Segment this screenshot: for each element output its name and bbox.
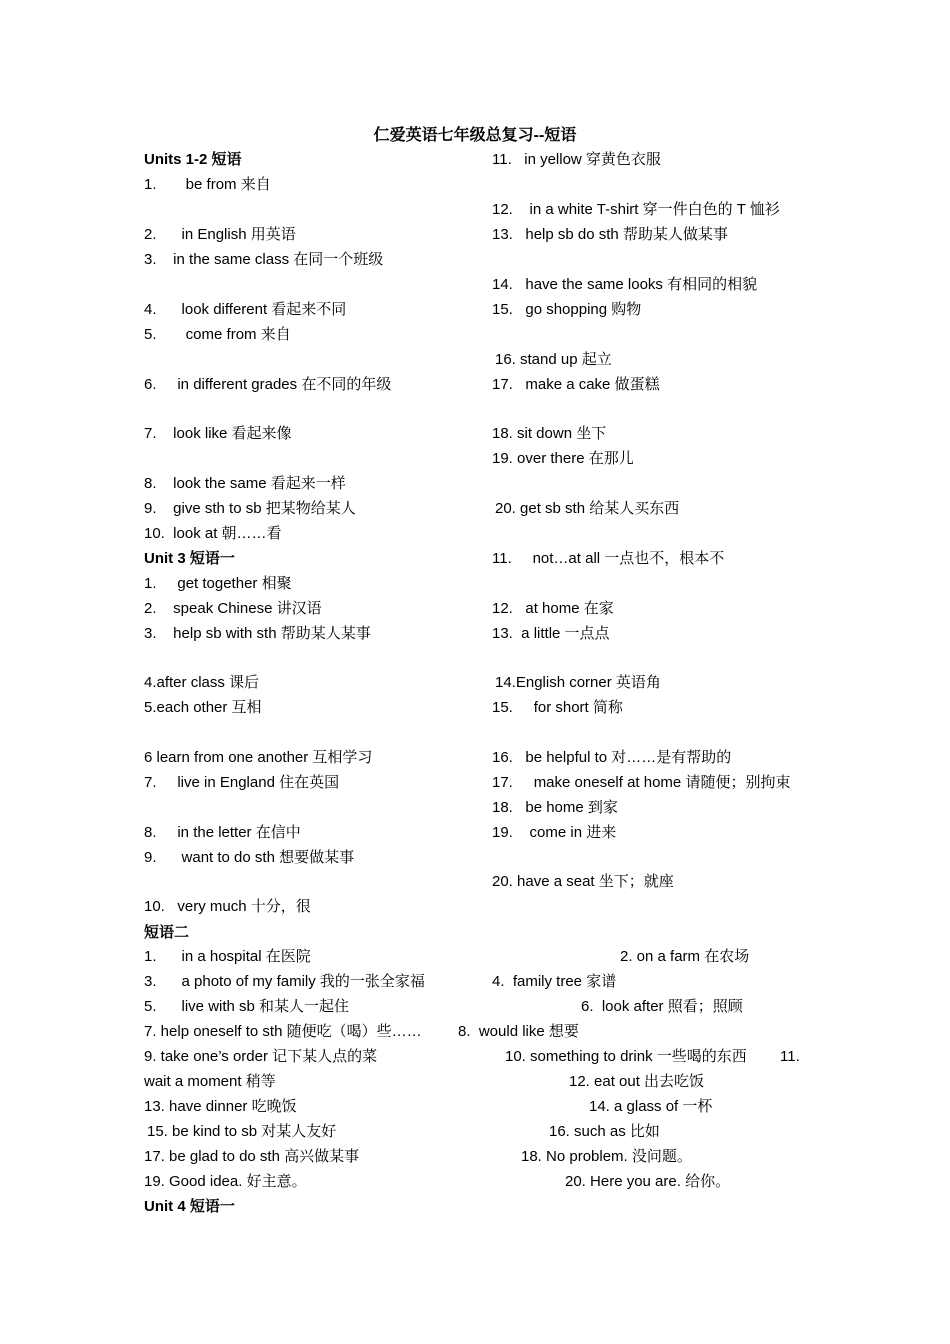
phrase-item: 9. want to do sth 想要做某事 — [144, 849, 355, 866]
phrase-item: 18. No problem. 没问题。 — [521, 1148, 692, 1165]
phrase-item: 1. get together 相聚 — [144, 575, 292, 592]
phrase-item: 17. be glad to do sth 高兴做某事 — [144, 1148, 360, 1165]
phrase-item: 2. in English 用英语 — [144, 226, 296, 243]
phrase-item: 10. look at 朝……看 — [144, 525, 282, 542]
phrase-item: 15. for short 简称 — [492, 699, 623, 716]
phrase-item: 16. be helpful to 对……是有帮助的 — [492, 749, 732, 766]
phrase-item: wait a moment 稍等 — [144, 1073, 276, 1090]
phrase-item: 4.after class 课后 — [144, 674, 260, 691]
phrase-item: 8. look the same 看起来一样 — [144, 475, 346, 492]
phrase-item: 12. eat out 出去吃饭 — [569, 1073, 705, 1090]
phrase-item: 5. live with sb 和某人一起住 — [144, 998, 350, 1015]
phrase-item: 1. in a hospital 在医院 — [144, 948, 311, 965]
section-heading: Unit 4 短语一 — [144, 1198, 235, 1215]
phrase-item: 5.each other 互相 — [144, 699, 262, 716]
phrase-item: 16. such as 比如 — [549, 1123, 660, 1140]
phrase-item: 5. come from 来自 — [144, 326, 291, 343]
phrase-item: 8. in the letter 在信中 — [144, 824, 301, 841]
phrase-item: 11. not…at all 一点也不，根本不 — [492, 550, 725, 567]
phrase-item: 20. Here you are. 给你。 — [565, 1173, 731, 1190]
phrase-item: 19. come in 进来 — [492, 824, 617, 841]
phrase-item: 12. at home 在家 — [492, 600, 614, 617]
phrase-item: 8. would like 想要 — [458, 1023, 579, 1040]
phrase-item: 4. family tree 家谱 — [492, 973, 617, 990]
phrase-item: 15. go shopping 购物 — [492, 301, 642, 318]
phrase-item: 3. a photo of my family 我的一张全家福 — [144, 973, 425, 990]
section-heading: Units 1-2 短语 — [144, 151, 242, 168]
phrase-item: 6. look after 照看；照顾 — [581, 998, 743, 1015]
phrase-item: 11. — [780, 1048, 800, 1065]
phrase-item: 13. help sb do sth 帮助某人做某事 — [492, 226, 728, 243]
section-heading: Unit 3 短语一 — [144, 550, 235, 567]
phrase-item: 18. be home 到家 — [492, 799, 618, 816]
phrase-item: 16. stand up 起立 — [495, 351, 612, 368]
phrase-item: 7. live in England 住在英国 — [144, 774, 340, 791]
phrase-item: 13. have dinner 吃晚饭 — [144, 1098, 297, 1115]
phrase-item: 19. Good idea. 好主意。 — [144, 1173, 307, 1190]
phrase-item: 6. in different grades 在不同的年级 — [144, 376, 392, 393]
phrase-item: 4. look different 看起来不同 — [144, 301, 347, 318]
phrase-item: 19. over there 在那儿 — [492, 450, 634, 467]
phrase-item: 1. be from 来自 — [144, 176, 271, 193]
phrase-item: 9. take one’s order 记下某人点的菜 — [144, 1048, 378, 1065]
phrase-item: 14.English corner 英语角 — [495, 674, 661, 691]
phrase-item: 18. sit down 坐下 — [492, 425, 607, 442]
phrase-item: 13. a little 一点点 — [492, 625, 610, 642]
phrase-item: 17. make oneself at home 请随便；别拘束 — [492, 774, 791, 791]
phrase-item: 20. get sb sth 给某人买东西 — [495, 500, 680, 517]
phrase-item: 3. help sb with sth 帮助某人某事 — [144, 625, 371, 642]
phrase-item: 10. something to drink 一些喝的东西 — [505, 1048, 747, 1065]
phrase-item: 2. speak Chinese 讲汉语 — [144, 600, 322, 617]
phrase-item: 3. in the same class 在同一个班级 — [144, 251, 384, 268]
phrase-item: 10. very much 十分，很 — [144, 898, 311, 915]
phrase-item: 6 learn from one another 互相学习 — [144, 749, 373, 766]
phrase-item: 14. have the same looks 有相同的相貌 — [492, 276, 758, 293]
phrase-item: 7. look like 看起来像 — [144, 425, 292, 442]
phrase-item: 2. on a farm 在农场 — [620, 948, 750, 965]
phrase-item: 20. have a seat 坐下；就座 — [492, 873, 674, 890]
section-heading: 短语二 — [144, 924, 190, 941]
phrase-item: 17. make a cake 做蛋糕 — [492, 376, 660, 393]
phrase-item: 11. in yellow 穿黄色衣服 — [492, 151, 661, 168]
phrase-item: 7. help oneself to sth 随便吃（喝）些…… — [144, 1023, 422, 1040]
phrase-item: 9. give sth to sb 把某物给某人 — [144, 500, 356, 517]
phrase-item: 14. a glass of 一杯 — [589, 1098, 713, 1115]
phrase-item: 15. be kind to sb 对某人友好 — [147, 1123, 337, 1140]
page-title: 仁爱英语七年级总复习--短语 — [373, 127, 577, 144]
phrase-item: 12. in a white T-shirt 穿一件白色的 T 恤衫 — [492, 201, 780, 218]
